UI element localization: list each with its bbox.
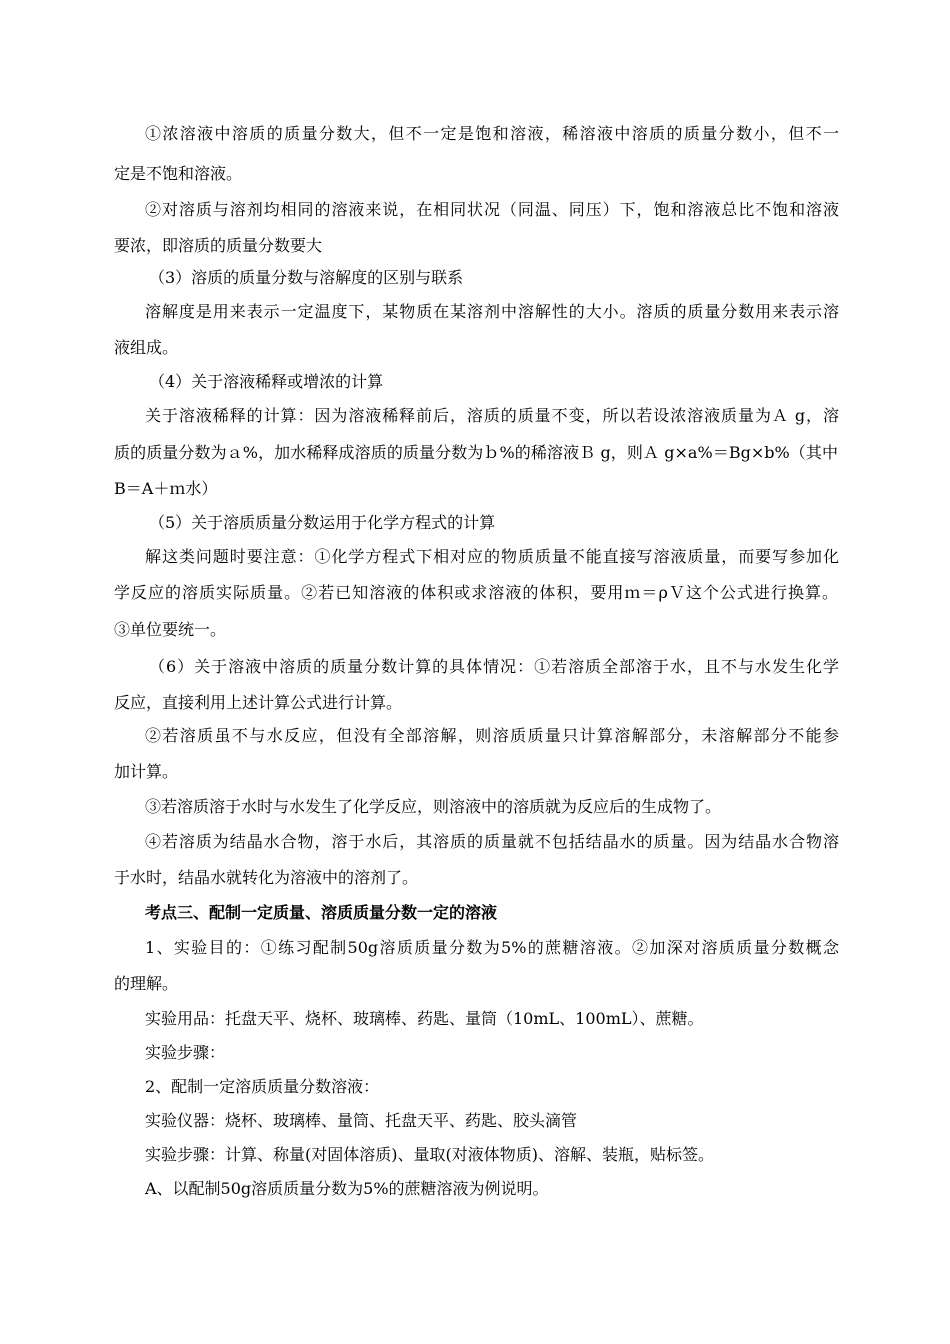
- text-line: 实验用品：托盘天平、烧杯、玻璃棒、药匙、量筒（10mL、100mL）、蔗糖。: [145, 1009, 704, 1028]
- text-line: 加计算。: [114, 762, 179, 781]
- text-line: 1、实验目的：①练习配制50g溶质质量分数为5%的蔗糖溶液。②加深对溶质质量分数概念: [145, 938, 839, 957]
- text-line: ③单位要统一。: [114, 620, 227, 639]
- text-line: 实验步骤：计算、称量(对固体溶质)、量取(对液体物质)、溶解、装瓶，贴标签。: [145, 1145, 714, 1164]
- text-line: ③若溶质溶于水时与水发生了化学反应，则溶液中的溶质就为反应后的生成物了。: [145, 797, 722, 816]
- text-line: A、以配制50g溶质质量分数为5%的蔗糖溶液为例说明。: [145, 1179, 549, 1198]
- text-line: B＝A＋ｍ水）: [114, 479, 218, 498]
- text-line: 液组成。: [114, 338, 179, 357]
- text-line: 溶解度是用来表示一定温度下，某物质在某溶剂中溶解性的大小。溶质的质量分数用来表示溶: [145, 302, 839, 321]
- text-line: 实验仪器：烧杯、玻璃棒、量筒、托盘天平、药匙、胶头滴管: [145, 1111, 578, 1130]
- text-line: 于水时，结晶水就转化为溶液中的溶剂了。: [114, 868, 419, 887]
- text-line: 解这类问题时要注意：①化学方程式下相对应的物质质量不能直接写溶液质量，而要写参加化: [145, 547, 839, 566]
- text-line: 关于溶液稀释的计算：因为溶液稀释前后，溶质的质量不变，所以若设浓溶液质量为Ａ g，溶: [145, 406, 839, 425]
- text-line: 要浓，即溶质的质量分数要大: [114, 236, 323, 255]
- text-line: 质的质量分数为ａ%，加水稀释成溶质的质量分数为ｂ%的稀溶液Ｂ g，则Ａ g×a%＝Bg×b%（其中: [114, 443, 838, 462]
- text-line: ②若溶质虽不与水反应，但没有全部溶解，则溶质质量只计算溶解部分，未溶解部分不能参: [145, 726, 839, 745]
- section-title: 考点三、配制一定质量、溶质质量分数一定的溶液: [145, 903, 498, 922]
- section-heading: （5）关于溶质质量分数运用于化学方程式的计算: [149, 513, 496, 532]
- text-line: 实验步骤：: [145, 1043, 226, 1062]
- text-line: ①浓溶液中溶质的质量分数大，但不一定是饱和溶液，稀溶液中溶质的质量分数小，但不一: [145, 124, 839, 143]
- section-heading: （3）溶质的质量分数与溶解度的区别与联系: [149, 268, 464, 287]
- text-line: ②对溶质与溶剂均相同的溶液来说，在相同状况（同温、同压）下，饱和溶液总比不饱和溶液: [145, 200, 839, 219]
- text-line: 2、配制一定溶质质量分数溶液：: [145, 1077, 380, 1096]
- section-heading: （4）关于溶液稀释或增浓的计算: [149, 372, 384, 391]
- text-line: 的理解。: [114, 974, 179, 993]
- text-line: 学反应的溶质实际质量。②若已知溶液的体积或求溶液的体积，要用ｍ＝ρＶ这个公式进行换算。: [114, 583, 838, 602]
- section-heading: （6）关于溶液中溶质的质量分数计算的具体情况：①若溶质全部溶于水，且不与水发生化学: [149, 657, 839, 676]
- text-line: ④若溶质为结晶水合物，溶于水后，其溶质的质量就不包括结晶水的质量。因为结晶水合物溶: [145, 832, 839, 851]
- text-line: 定是不饱和溶液。: [114, 164, 243, 183]
- text-line: 反应，直接利用上述计算公式进行计算。: [114, 693, 403, 712]
